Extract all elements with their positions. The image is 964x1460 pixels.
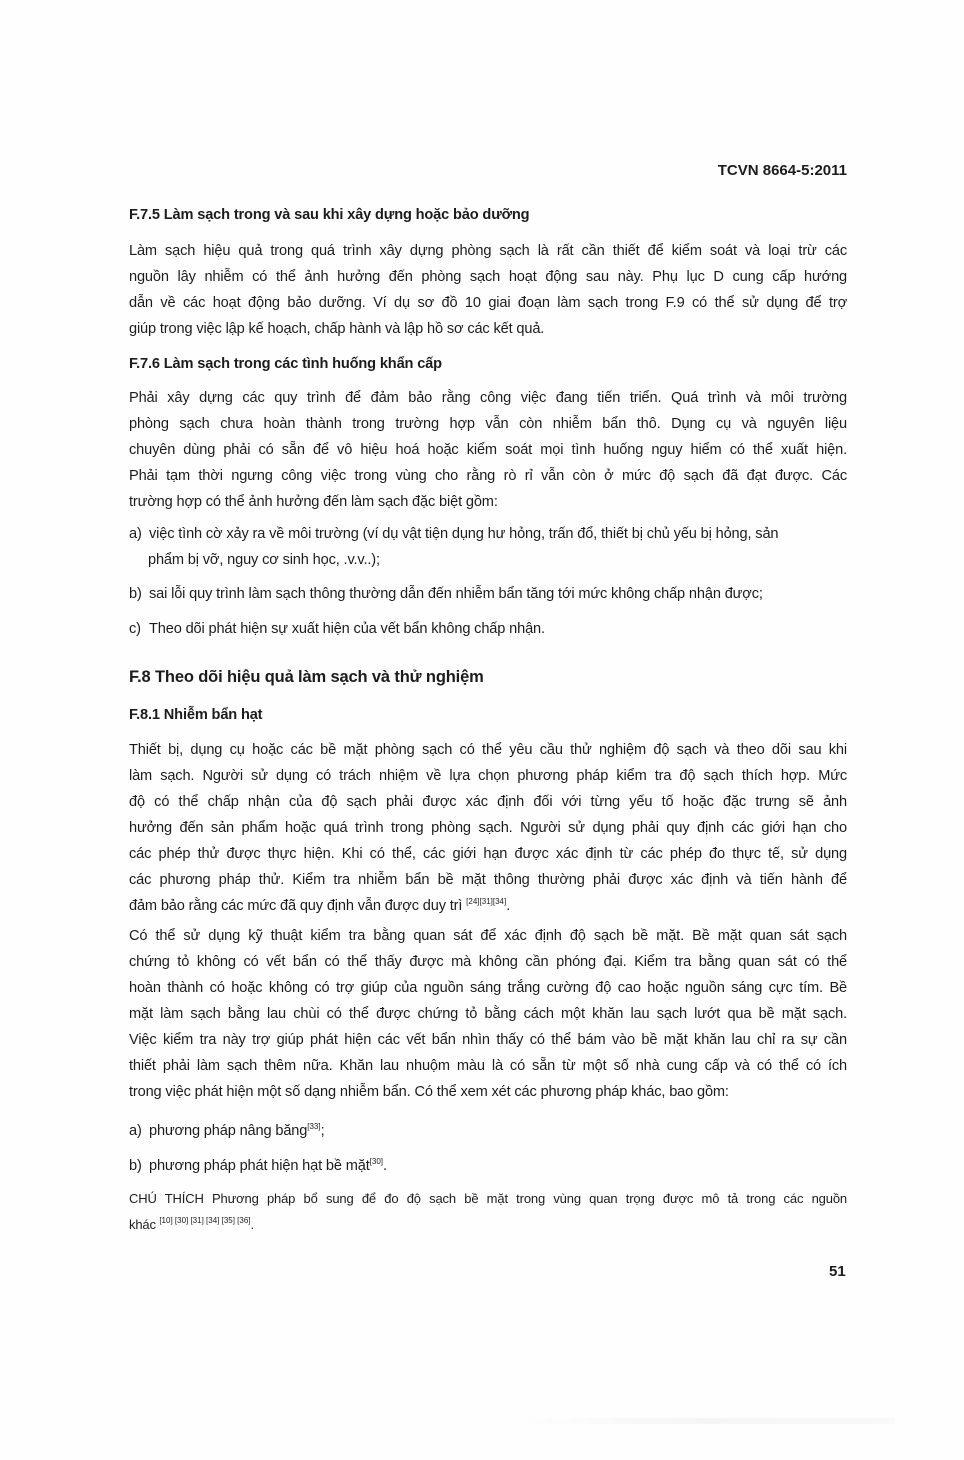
paragraph-line: các phương pháp thử. Kiểm tra nhiễm bẩn bề mặt thông thường phải được xác định và tiến hành để <box>129 872 847 888</box>
paragraph-line: hưởng đến sản phẩm hoặc quá trình trong phòng sạch. Người sử dụng phải quy định các giới hạn cho <box>129 820 847 836</box>
line-end: . <box>250 1217 254 1232</box>
citation-refs: [30] <box>369 1157 383 1166</box>
paragraph-line: mặt làm sạch bằng lau chùi có thể được chứng tỏ bằng cách một khăn lau sạch lướt qua bề mặt sạch. <box>129 1006 847 1022</box>
list-label: a) <box>129 526 142 542</box>
list-item-c <box>129 620 545 638</box>
list-text: sai lỗi quy trình làm sạch thông thường dẫn đến nhiễm bẩn tăng tới mức không chấp nhận được; <box>149 586 763 602</box>
paragraph-line: các phép thử được thực hiện. Khi có thể, các giới hạn được xác định từ các phép đo thực tế, sử dụng <box>129 846 847 862</box>
list-text: phương pháp phát hiện hạt bề mặt <box>149 1158 370 1174</box>
paragraph-line: chuyên dùng phải có sẵn để vô hiệu hoá hoặc kiểm soát mọi tình huống nguy hiểm có thể xuất hiện. <box>129 442 847 458</box>
citation-refs: [10] [30] [31] [34] [35] [36] <box>159 1216 251 1225</box>
paragraph-line: Có thể sử dụng kỹ thuật kiểm tra bằng quan sát để xác định độ sạch bề mặt. Bề mặt quan sát sạch <box>129 928 847 944</box>
line-text: khác <box>129 1217 160 1232</box>
list-label: c) <box>129 621 141 637</box>
standard-id-header: TCVN 8664-5:2011 <box>717 162 847 179</box>
list-label: a) <box>129 1123 142 1139</box>
line-end: ; <box>320 1123 325 1139</box>
paragraph-line: làm sạch. Người sử dụng có trách nhiệm về lựa chọn phương pháp kiểm tra độ sạch thích hợp. Mức <box>129 768 847 784</box>
paragraph-line: độ có thể chấp nhận của độ sạch phải được xác định đối với từng yếu tố hoặc đặc trưng sẽ ảnh <box>129 794 847 810</box>
paragraph-line: hoàn thành có hoặc không có trợ giúp của nguồn sáng trắng cường độ cao hoặc nguồn sáng cực tím. Bề <box>129 980 847 996</box>
note-line: CHÚ THÍCH Phương pháp bổ sung để đo độ sạch bề mặt trong vùng quan trọng được mô tả trong các nguồn <box>129 1191 847 1206</box>
citation-refs: [33] <box>307 1122 321 1131</box>
line-text: đảm bảo rằng các mức đã quy định vẫn được duy trì <box>129 898 467 914</box>
paragraph-line: trường hợp có thể ảnh hưởng đến làm sạch đặc biệt gồm: <box>129 494 498 510</box>
paragraph-line: Phải xây dựng các quy trình để đảm bảo rằng công việc đang tiến triển. Quá trình và môi trường <box>129 390 847 406</box>
paragraph-line: trong việc phát hiện một số dạng nhiễm bẩn. Có thể xem xét các phương pháp khác, bao gồm: <box>129 1084 729 1100</box>
paragraph-line: thiết phải làm sạch thêm nữa. Khăn lau nhuộm màu là có sẵn từ một số nhà cung cấp và có thể có ích <box>129 1058 847 1074</box>
paragraph-line: dẫn về các hoạt động bảo dưỡng. Ví dụ sơ đồ 10 giai đoạn làm sạch trong F.9 có thể sử dụng để trợ <box>129 295 847 311</box>
line-end: . <box>383 1158 387 1174</box>
section-heading-f8: F.8 Theo dõi hiệu quả làm sạch và thử nghiệm <box>129 668 484 686</box>
list-label: b) <box>129 1158 142 1174</box>
list-text: phương pháp nâng băng <box>149 1123 308 1139</box>
list-label: b) <box>129 586 142 602</box>
list-item-a-continuation: phẩm bị vỡ, nguy cơ sinh học, .v.v..); <box>148 552 380 568</box>
paragraph-line <box>129 897 510 915</box>
method-item-a <box>129 1122 324 1140</box>
list-item-b <box>129 585 763 603</box>
list-text: Theo dõi phát hiện sự xuất hiện của vết bẩn không chấp nhận. <box>149 621 545 637</box>
citation-refs: [24][31][34] <box>466 897 507 906</box>
paragraph-line: Việc kiểm tra này trợ giúp phát hiện các vết bẩn nhìn thấy có thể bám vào bề mặt khăn lau chỉ ra sự cần <box>129 1032 847 1048</box>
note-line <box>129 1216 254 1234</box>
paragraph-line: giúp trong việc lập kế hoạch, chấp hành và lập hồ sơ các kết quả. <box>129 321 545 337</box>
paragraph-line: phòng sạch chưa hoàn thành trong trường hợp vẫn còn nhiễm bẩn thô. Dụng cụ và nguyên liệu <box>129 416 847 432</box>
scan-artifact <box>515 1418 895 1424</box>
page-number: 51 <box>829 1263 846 1280</box>
list-text: việc tình cờ xảy ra về môi trường (ví dụ vật tiện dụng hư hỏng, trấn đổ, thiết bị chủ yếu bị hỏng, sản <box>149 526 779 542</box>
line-end: . <box>506 898 511 914</box>
list-item-a <box>129 525 778 543</box>
section-heading-f775: F.7.5 Làm sạch trong và sau khi xây dựng hoặc bảo dưỡng <box>129 207 530 223</box>
paragraph-line: Phải tạm thời ngưng công việc trong vùng cho rằng rò rỉ vẫn còn ở mức độ sạch đã đạt được. Các <box>129 468 847 484</box>
section-heading-f81: F.8.1 Nhiễm bẩn hạt <box>129 707 263 723</box>
paragraph-line: nguồn lây nhiễm có thể ảnh hưởng đến phòng sạch hoạt động sau này. Phụ lục D cung cấp hướng <box>129 269 847 285</box>
paragraph-line: Thiết bị, dụng cụ hoặc các bề mặt phòng sạch có thể yêu cầu thử nghiệm độ sạch và theo dõi sau khi <box>129 742 847 758</box>
paragraph-line: Làm sạch hiệu quả trong quá trình xây dựng phòng sạch là rất cần thiết để kiểm soát và loại trừ các <box>129 243 847 259</box>
method-item-b <box>129 1157 387 1175</box>
paragraph-line: chứng tỏ không có vết bẩn có thể thấy được mà không cần phóng đại. Kiểm tra bằng quan sát có thể <box>129 954 847 970</box>
section-heading-f776: F.7.6 Làm sạch trong các tình huống khẩn cấp <box>129 356 442 372</box>
